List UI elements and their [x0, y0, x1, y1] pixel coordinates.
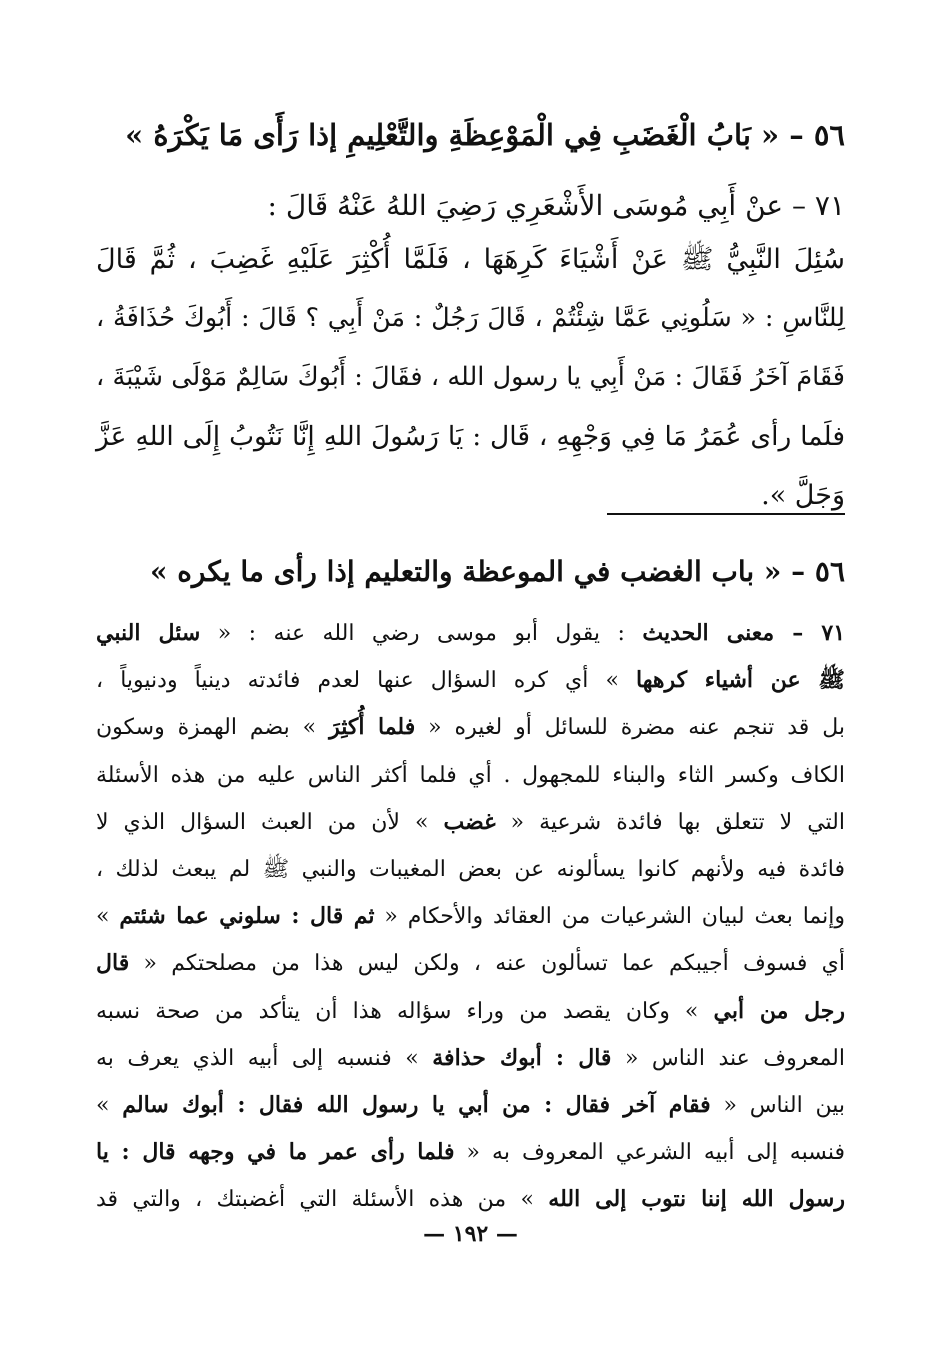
chapter-title: ٥٦ – « بَابُ الْغَضَبِ فِي الْمَوْعِظَةِ والتَّعْلِيمِ إذا رَأَى مَا يَكْرَهُ »: [125, 118, 845, 152]
commentary-text-segment: » بضم الهمزة وسكون: [96, 715, 330, 741]
commentary-line: [96, 1129, 845, 1176]
commentary-text-segment: » فنسبه إلى أبيه الذي يعرف به: [96, 1045, 433, 1071]
quoted-text-bold: ﷺ عن أشياء كرهها: [636, 667, 846, 694]
quoted-text-bold: سئل النبي: [96, 620, 201, 646]
commentary-text-segment: التي لا تتعلق بها فائدة شرعية «: [495, 809, 845, 835]
commentary-text-segment: بين الناس «: [710, 1093, 845, 1119]
commentary-text-segment: المعروف عند الناس «: [611, 1045, 845, 1071]
commentary-text: [96, 610, 845, 1224]
quoted-text-bold: فلما أُكثِرَ: [329, 714, 416, 741]
commentary-text-segment: وإنما بعث لبيان الشرعيات من العقائد والأحكام «: [374, 904, 845, 930]
commentary-text-segment: فنسبه إلى أبيه الشرعي المعروف به «: [454, 1140, 845, 1166]
hadith-intro: ٧١ – عنْ أَبِي مُوسَى الأَشْعَرِي رَضِيَ اللهُ عَنْهُ قَالَ :: [267, 189, 845, 222]
commentary-line: [96, 1082, 845, 1129]
quoted-text-bold: ٧١ – معنى الحديث: [642, 620, 846, 646]
commentary-title: ٥٦ – « باب الغضب في الموعظة والتعليم إذا رأى ما يكره »: [150, 555, 845, 588]
commentary-text-segment: أي فسوف أجيبكم عما تسألون عنه ، ولكن ليس هذا من مصلحتكم «: [129, 951, 845, 977]
quoted-text-bold: رجل من أبي: [713, 997, 845, 1024]
hadith-line: سُئِلَ النَّبِيُّ ﷺ عَنْ أَشْيَاءَ كَرِهَهَا ، فَلَمَّا أُكْثِرَ عَلَيْهِ غَضِبَ ، ثُمَّ قَالَ: [96, 244, 845, 275]
commentary-text-segment: » أي كره السؤال عنها لعدم فائدته دينياً ودنيوياً ،: [96, 668, 636, 694]
hadith-line: لِلنَّاسِ : « سَلُونِي عَمَّا شِئْتُمْ ، قَالَ رَجُلٌ : مَنْ أَبِي ؟ قَالَ : أَبُوكَ حُذَافَةُ ،: [96, 303, 845, 333]
commentary-text-segment: » لأن من العبث السؤال الذي لا: [96, 809, 444, 835]
page-number: — ١٩٢ —: [423, 1221, 518, 1247]
commentary-line: [96, 704, 845, 751]
quoted-text-bold: رسول الله إننا نتوب إلى الله: [548, 1186, 845, 1213]
commentary-text-segment: فائدة فيه ولأنهم كانوا يسألونه عن بعض المغيبات والنبي ﷺ لم يبعث لذلك ،: [96, 857, 845, 883]
commentary-line: [96, 610, 845, 657]
commentary-text-segment: » وكان يقصد من وراء سؤاله هذا أن يتأكد من صحة نسبه: [96, 998, 714, 1024]
commentary-line: [96, 988, 845, 1035]
quoted-text-bold: قال: [96, 950, 130, 977]
section-divider: [607, 513, 845, 515]
commentary-line: [96, 1035, 845, 1082]
commentary-line: [96, 846, 845, 893]
commentary-line: [96, 893, 845, 940]
quoted-text-bold: قال : أبوك حذافة: [432, 1044, 612, 1071]
commentary-line: [96, 752, 845, 799]
commentary-line: [96, 799, 845, 846]
commentary-text-segment: » من هذه الأسئلة التي أغضبتك ، والتي قد: [96, 1187, 549, 1213]
commentary-text-segment: الكاف وكسر الثاء والبناء للمجهول . أي فلما أكثر الناس عليه من هذه الأسئلة: [96, 762, 845, 788]
commentary-line: [96, 657, 845, 704]
quoted-text-bold: ثم قال : سلوني عما شئتم: [119, 903, 375, 930]
hadith-text: [96, 230, 845, 525]
hadith-line: فَقَامَ آخَرُ فَقَالَ : مَنْ أَبِي يا رسول الله ، فقَالَ : أَبُوكَ سَالِمٌ مَوْلَى شَيْبَةَ ،: [96, 362, 845, 392]
hadith-line: وَجَلَّ ».: [761, 480, 845, 511]
commentary-text-segment: بل قد تنجم عنه مضرة للسائل أو لغيره «: [415, 715, 846, 741]
hadith-line: فلَما رأى عُمَرُ مَا فِي وَجْهِهِ ، قَال : يَا رَسُولَ اللهِ إِنَّا نَتُوبُ إِلَى اللهِ عَزَّ: [96, 421, 845, 452]
quoted-text-bold: فلما رأى عمر ما في وجهه قال : يا: [96, 1139, 455, 1166]
commentary-text-segment: : يقول أبو موسى رضي الله عنه : «: [200, 621, 643, 646]
quoted-text-bold: فقام آخر فقال : من أبي يا رسول الله فقال : أبوك سالم: [122, 1092, 711, 1119]
quoted-text-bold: غضب: [443, 808, 496, 835]
commentary-text-segment: »: [96, 1093, 123, 1119]
commentary-line: [96, 940, 845, 987]
commentary-text-segment: »: [96, 904, 120, 930]
